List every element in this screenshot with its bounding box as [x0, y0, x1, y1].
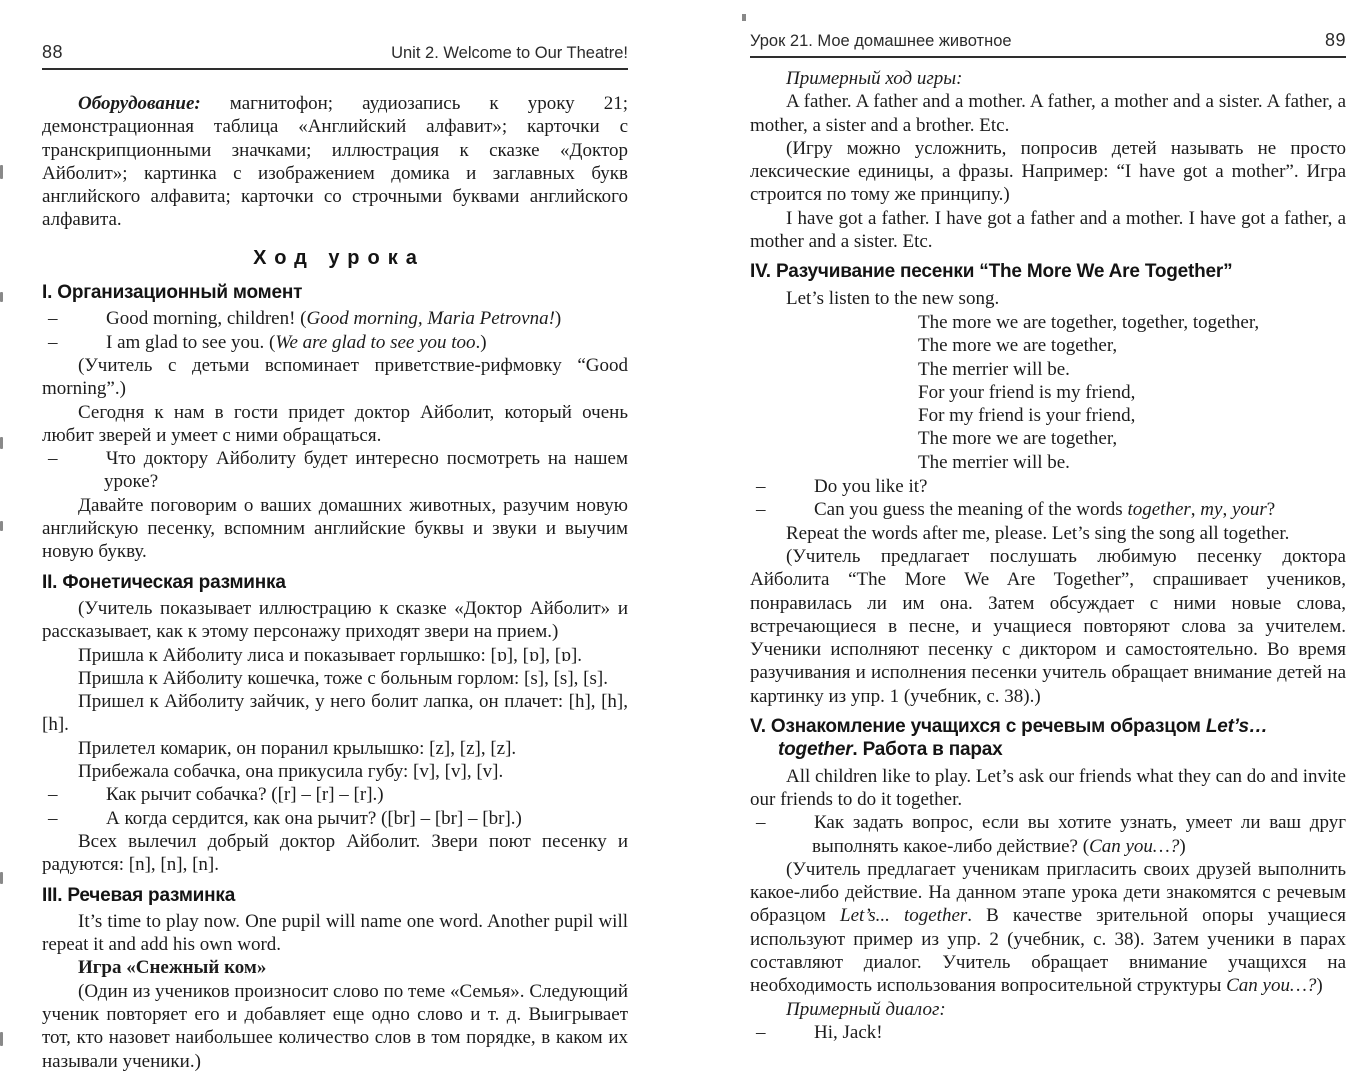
text-segment: , [1190, 499, 1201, 521]
dialog-dash: – [756, 476, 766, 498]
page-header-right [750, 30, 1346, 58]
paragraph [42, 760, 628, 783]
paragraph [42, 690, 628, 737]
text-segment: Good morning, Maria Petrovna! [306, 308, 555, 330]
text-segment: ) [1179, 835, 1186, 857]
song-verse [750, 311, 1346, 474]
verse-line: The merrier will be. [918, 451, 1070, 473]
dialog-line [750, 1021, 1346, 1044]
text-segment: All children like to play. Let’s ask our friends what they can do and invite our friends to do it together. [750, 765, 1346, 810]
dialog-line [42, 447, 628, 494]
text-segment: Repeat the words after me, please. Let’s sing the song all together. [786, 522, 1290, 544]
text-segment: II. Фонетическая разминка [42, 571, 286, 593]
text-segment: (Учитель предлагает послушать любимую песенку доктора Айболита “The More We Are Together”, спрашивает учеников, понравилась ли им она. Затем обсуждает с ними новые слова, встречающиеся в песне, и учащиеся повторяют слова за учителем. Ученики исполняют песенку с диктором и самостоятельно. Во время разучивания и исполнения песенки учитель обращает внимание детей на картинку из упр. 1 (учебник, с. 38).) [750, 545, 1346, 707]
text-segment: I. Организационный момент [42, 282, 303, 304]
section-heading-2 [42, 571, 628, 594]
lead-in [750, 998, 1346, 1021]
text-segment: Прибежала собачка, она прикусила губу: [v], [v], [v]. [78, 761, 504, 783]
text-segment: Пришла к Айболиту кошечка, тоже с больным горлом: [s], [s], [s]. [78, 667, 608, 689]
text-segment: Примерный ход игры: [786, 68, 963, 89]
text-segment: (Игру можно усложнить, попросив детей называть не просто лексические единицы, а фразы. Например: “I have got a mother”. Игра строится по тому же принципу.) [750, 137, 1346, 206]
text-segment: Как задать вопрос, если вы хотите узнать, умеет ли ваш друг выполнять какое-либо действие? ( [812, 812, 1346, 857]
text-segment: (Один из учеников произносит слово по теме «Семья». Следующий ученик повторяет его и добавляет еще одно слово и т. д. Выигрывает тот, кто назовет наибольшее количество слов в том порядке, в каком их называли ученики.) [42, 980, 628, 1072]
section-heading-5 [750, 715, 1346, 762]
text-segment: A father. A father and a mother. A father, a mother and a sister. A father, a mother, a sister and a brother. Etc. [750, 91, 1346, 136]
dialog-dash: – [48, 784, 58, 806]
verse-line: The more we are together, [918, 428, 1118, 450]
text-segment: .) [475, 331, 487, 353]
text-segment: ) [554, 308, 562, 330]
text-segment: (Учитель показывает иллюстрацию к сказке «Доктор Айболит» и рассказывает, как к этому персонажу приходят звери на прием.) [42, 597, 628, 643]
text-segment: together [1127, 499, 1191, 521]
verse-line: The merrier will be. [918, 358, 1070, 380]
page-number-left: 88 [42, 42, 64, 62]
scan-edge-mark [0, 872, 3, 884]
paragraph [42, 910, 628, 957]
paragraph [42, 644, 628, 667]
paragraph [750, 90, 1346, 137]
text-segment: А когда сердится, как она рычит? ([br] – [br] – [br].) [106, 807, 522, 829]
lead-in [750, 67, 1346, 90]
text-segment: III. Речевая разминка [42, 884, 236, 906]
section-heading-4 [750, 260, 1346, 283]
text-segment: Прилетел комарик, он поранил крылышко: [z], [z], [z]. [78, 737, 517, 759]
scan-edge-mark [0, 437, 3, 449]
paragraph [42, 597, 628, 644]
page-number-right: 89 [1324, 30, 1346, 50]
text-segment: my [1200, 499, 1223, 521]
text-segment: Сегодня к нам в гости придет доктор Айболит, который очень любит зверей и умеет с ними обращаться. [42, 401, 628, 446]
text-segment: your [1231, 499, 1267, 521]
paragraph [42, 354, 628, 401]
text-segment: Hi, Jack! [814, 1021, 883, 1043]
dialog-line [42, 307, 628, 330]
text-segment: Let’s... together [840, 905, 968, 927]
page-right [750, 0, 1346, 1080]
paragraph [750, 522, 1346, 545]
page-body-right [750, 67, 1346, 1044]
section-heading-1 [42, 281, 628, 304]
paragraph [750, 765, 1346, 812]
lesson-flow-heading [42, 247, 628, 270]
text-segment: Ход урока [253, 246, 425, 269]
paragraph [750, 207, 1346, 254]
section-heading-3 [42, 884, 628, 907]
dialog-dash: – [756, 499, 766, 521]
text-segment: Let’s… together [778, 716, 1268, 761]
text-segment: I have got a father. I have got a father and a mother. I have got a father, a mother and a sister. Etc. [750, 207, 1346, 253]
paragraph [42, 830, 628, 877]
page-left [42, 0, 628, 1080]
text-segment: Let’s listen to the new song. [786, 287, 1000, 309]
running-title-right: Урок 21. Мое домашнее животное [750, 32, 1012, 50]
dialog-line [42, 807, 628, 830]
paragraph [42, 401, 628, 448]
dialog-dash: – [48, 448, 58, 470]
verse-line: For my friend is your friend, [918, 405, 1136, 427]
text-segment: Всех вылечил добрый доктор Айболит. Звери поют песенку и радуются: [n], [n], [n]. [42, 830, 628, 876]
scan-speck [742, 14, 746, 21]
text-segment: I am glad to see you. ( [106, 331, 276, 353]
paragraph [750, 287, 1346, 310]
text-segment: It’s time to play now. One pupil will name one word. Another pupil will repeat it and add his own word. [42, 910, 628, 956]
dialog-line [750, 498, 1346, 521]
paragraph [42, 737, 628, 760]
text-segment: Оборудование: [78, 93, 201, 114]
text-segment: IV. Разучивание песенки “The More We Are Together” [750, 261, 1233, 283]
dialog-line [750, 475, 1346, 498]
scan-edge-mark [0, 521, 3, 531]
dialog-dash: – [48, 807, 58, 829]
text-segment: ) [1316, 975, 1323, 997]
text-segment: Can you guess the meaning of the words [814, 499, 1128, 521]
paragraph [42, 494, 628, 564]
text-segment: Давайте поговорим о ваших домашних животных, разучим новую английскую песенку, вспомним английские буквы и звуки и выучим новую букву. [42, 494, 628, 563]
text-segment: Good morning, children! ( [106, 308, 307, 330]
paragraph [750, 858, 1346, 998]
page-header-left [42, 42, 628, 70]
dialog-line [42, 783, 628, 806]
text-segment: (Учитель с детьми вспоминает приветствие-рифмовку “Good morning”.) [42, 354, 628, 400]
verse-line: For your friend is my friend, [918, 381, 1136, 403]
equipment-paragraph [42, 92, 628, 232]
scan-edge-mark [0, 292, 3, 302]
paragraph [42, 980, 628, 1073]
text-segment: V. Ознакомление учащихся с речевым образцом [750, 716, 1206, 738]
running-title-left: Unit 2. Welcome to Our Theatre! [391, 44, 628, 62]
verse-line: The more we are together, [918, 335, 1118, 357]
text-segment: Игра «Снежный ком» [78, 957, 267, 979]
text-segment: Примерный диалог: [786, 998, 946, 1020]
paragraph [750, 137, 1346, 207]
verse-line: The more we are together, together, together, [918, 311, 1260, 333]
text-segment: Do you like it? [814, 476, 928, 498]
dialog-dash: – [756, 1021, 766, 1043]
text-segment: . Работа в парах [852, 739, 1003, 761]
scan-edge-mark [0, 1032, 3, 1046]
paragraph [750, 545, 1346, 708]
text-segment: Что доктору Айболиту будет интересно посмотреть на нашем уроке? [104, 448, 628, 493]
scan-edge-mark [0, 165, 3, 179]
text-segment: Пришел к Айболиту зайчик, у него болит лапка, он плачет: [h], [h], [h]. [42, 691, 628, 736]
text-segment: Как рычит собачка? ([r] – [r] – [r].) [106, 784, 384, 806]
dialog-dash: – [48, 331, 58, 353]
text-segment: ? [1266, 499, 1276, 521]
page-body-left [42, 92, 628, 1073]
dialog-dash: – [48, 308, 58, 330]
text-segment: Пришла к Айболиту лиса и показывает горлышко: [ɒ], [ɒ], [ɒ]. [78, 644, 583, 666]
text-segment: , [1222, 499, 1232, 521]
dialog-dash: – [756, 812, 766, 834]
text-segment: магнитофон; аудиозапись к уроку 21; демонстрационная таблица «Английский алфавит»; карточки с транскрипционными значками; иллюстрация к сказке «Доктор Айболит»; картинка с изображением домика и заглавных букв английского алфавита; карточки со строчными буквами английского алфавита. [42, 93, 628, 231]
dialog-line [750, 811, 1346, 858]
text-segment: (Учитель предлагает ученикам пригласить своих друзей выполнить какое-либо действие. На данном этапе урока дети знакомятся с речевым образцом [750, 858, 1346, 927]
game-title [42, 956, 628, 979]
dialog-line [42, 331, 628, 354]
paragraph [42, 667, 628, 690]
text-segment: Can you…? [1089, 835, 1180, 857]
text-segment: Can you…? [1226, 975, 1317, 997]
text-segment: . В качестве зрительной опоры учащиеся используют пример из упр. 2 (учебник, с. 38). Затем ученики в парах составляют диалог. Учитель обращает внимание учащихся на необходимость использования вопросительной структуры [750, 905, 1347, 997]
text-segment: We are glad to see you too [275, 331, 476, 353]
